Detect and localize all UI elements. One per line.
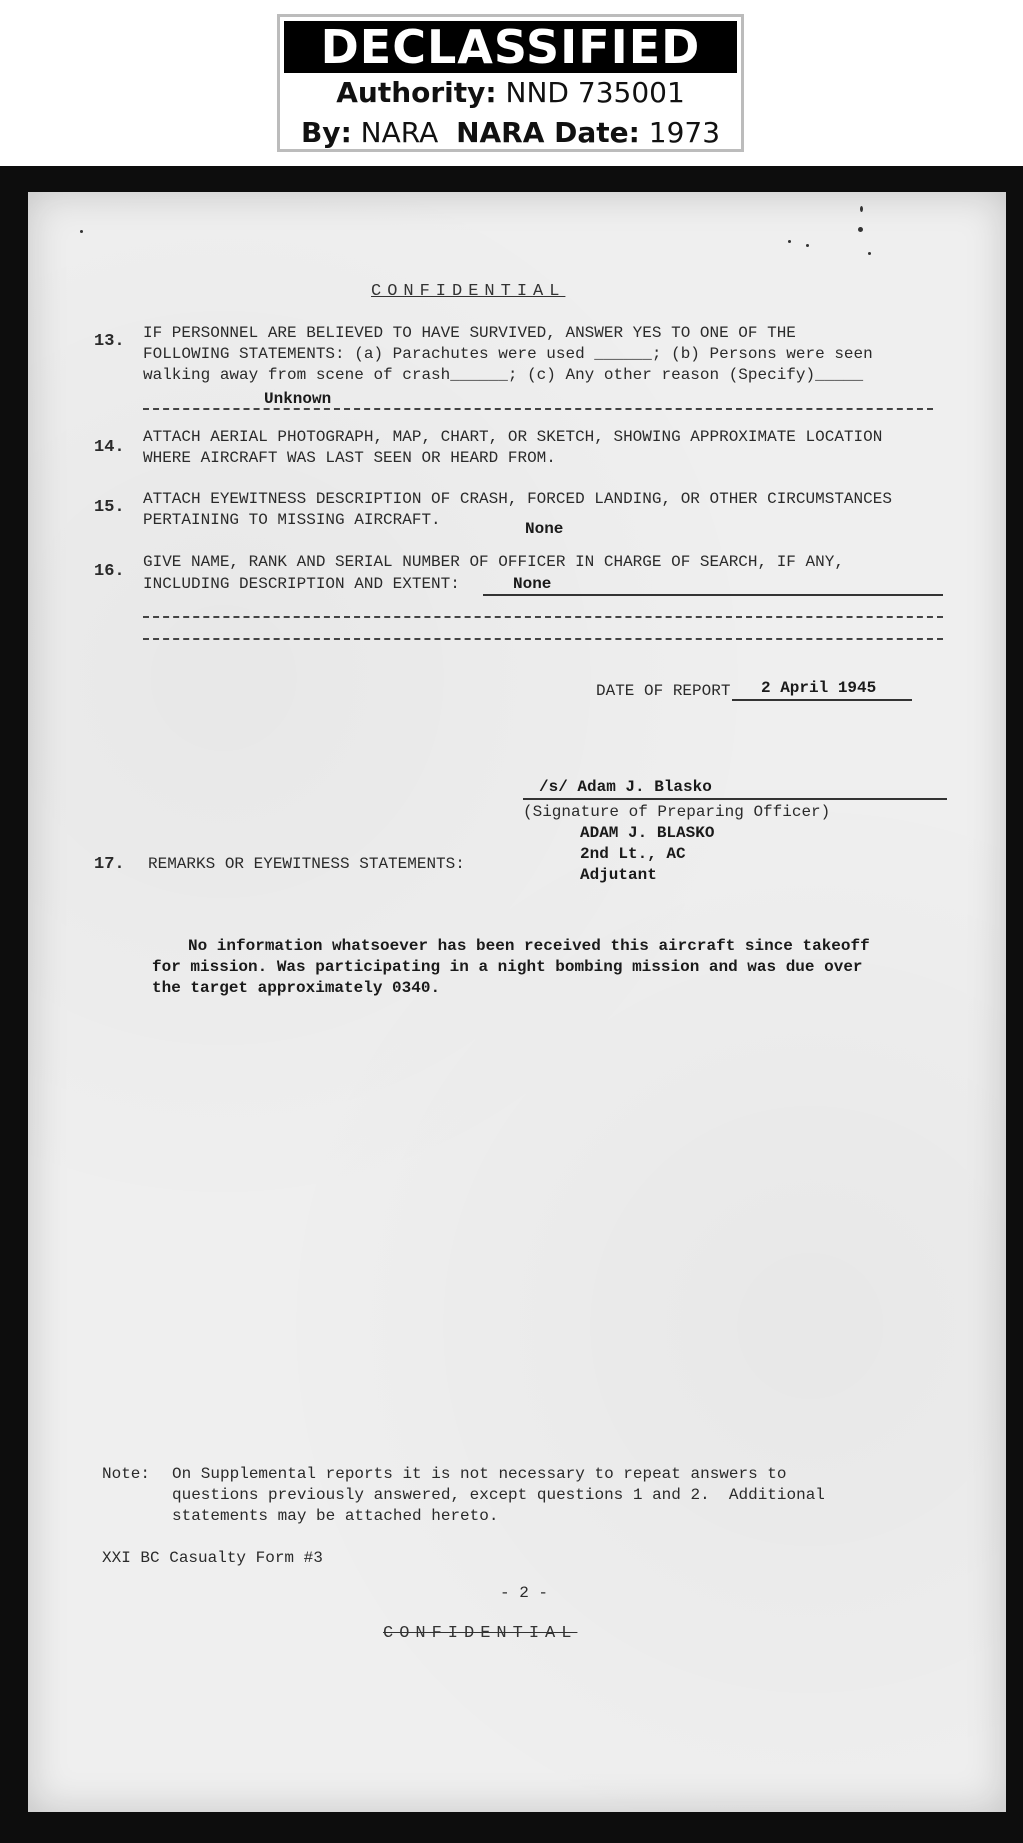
page-number: - 2 - [500,1584,549,1602]
declassified-stamp [277,14,744,152]
speck [806,244,809,247]
speck [80,230,83,233]
q14-line1: ATTACH AERIAL PHOTOGRAPH, MAP, CHART, OR SKETCH, SHOWING APPROXIMATE LOCATION [143,428,883,446]
q13-line3: walking away from scene of crash______; (c) Any other reason (Specify)_____ [143,366,864,384]
officer-rank: 2nd Lt., AC [580,845,686,863]
speck [858,227,863,232]
date-of-report-value: 2 April 1945 [761,679,877,697]
note-line-1: On Supplemental reports it is not necessary to repeat answers to [172,1465,787,1483]
q14-number: 14. [94,438,125,457]
signature-caption: (Signature of Preparing Officer) [523,803,831,821]
speck [860,206,863,212]
q14-line2: WHERE AIRCRAFT WAS LAST SEEN OR HEARD FROM. [143,449,556,467]
date-value: 1973 [648,116,721,149]
authority-label: Authority: [336,76,497,109]
q16-answer: None [513,575,552,593]
stamp-title: DECLASSIFIED [284,21,737,73]
officer-title: Adjutant [580,866,657,884]
q13-answer-line [143,408,933,410]
q17-label: REMARKS OR EYEWITNESS STATEMENTS: [148,855,465,873]
q15-number: 15. [94,498,125,517]
signature-signed: /s/ Adam J. Blasko [539,778,712,796]
remark-line-2: for mission. Was participating in a night bombing mission and was due over [152,958,863,976]
q17-number: 17. [94,855,125,874]
q13-line2: FOLLOWING STATEMENTS: (a) Parachutes were used ______; (b) Persons were seen [143,345,873,363]
confidential-footer: CONFIDENTIAL [383,1624,578,1643]
q13-answer: Unknown [264,390,332,408]
by-value: NARA [360,116,439,149]
q13-number: 13. [94,332,125,351]
q15-line1: ATTACH EYEWITNESS DESCRIPTION OF CRASH, FORCED LANDING, OR OTHER CIRCUMSTANCES [143,490,892,508]
remark-line-1: No information whatsoever has been received this aircraft since takeoff [188,937,870,955]
by-label: By: [300,116,352,149]
q15-line2: PERTAINING TO MISSING AIRCRAFT. [143,511,441,529]
stamp-authority [280,73,741,113]
stamp-by-date [280,113,741,153]
date-label: NARA Date: [456,116,640,149]
authority-value: NND 735001 [505,76,685,109]
note-line-2: questions previously answered, except questions 1 and 2. Additional [172,1486,825,1504]
remark-line-3: the target approximately 0340. [152,979,441,997]
note-label: Note: [102,1465,151,1483]
q13-line1: IF PERSONNEL ARE BELIEVED TO HAVE SURVIVED, ANSWER YES TO ONE OF THE [143,324,796,342]
speck [788,240,791,243]
q16-line1: GIVE NAME, RANK AND SERIAL NUMBER OF OFFICER IN CHARGE OF SEARCH, IF ANY, [143,553,844,571]
scanned-page [0,166,1023,1843]
note-line-3: statements may be attached hereto. [172,1507,499,1525]
officer-name: ADAM J. BLASKO [580,824,715,842]
q16-answer-line [483,594,943,596]
form-id: XXI BC Casualty Form #3 [102,1549,323,1567]
date-of-report-label: DATE OF REPORT [596,682,731,700]
speck [868,252,871,255]
q16-blank-line-1 [143,616,943,618]
signature-line [523,798,947,800]
q15-answer: None [525,520,564,538]
date-of-report-line [732,699,912,701]
q16-number: 16. [94,562,125,581]
q16-blank-line-2 [143,638,943,640]
q16-line2: INCLUDING DESCRIPTION AND EXTENT: [143,575,460,593]
confidential-header: CONFIDENTIAL [371,282,566,301]
document-paper [28,192,1006,1812]
